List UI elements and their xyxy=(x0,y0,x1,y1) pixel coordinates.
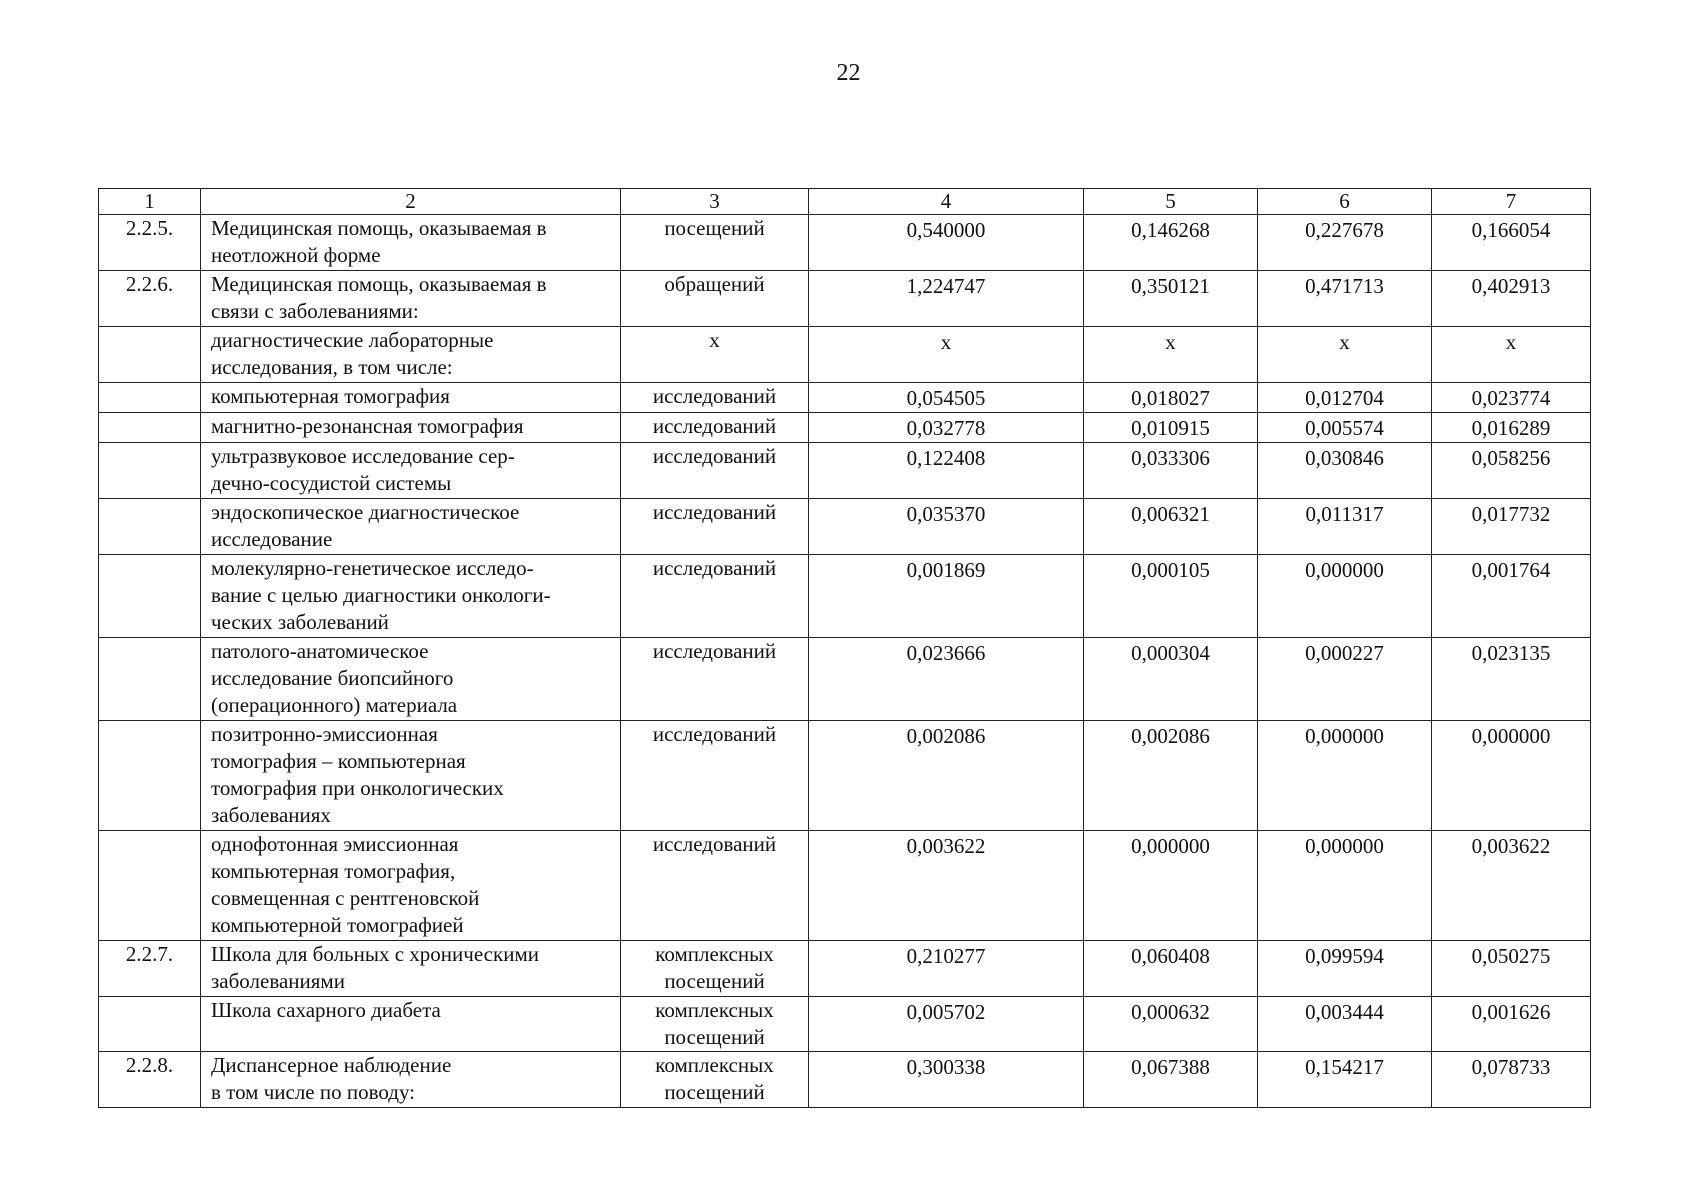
row-number: 2.2.6. xyxy=(99,271,201,327)
row-name xyxy=(201,1052,621,1108)
row-number xyxy=(99,638,201,721)
row-name-line: Школа для больных с хроническими xyxy=(211,942,539,966)
row-number xyxy=(99,413,201,443)
table-row xyxy=(99,215,1591,271)
value-col-7: 0,058256 xyxy=(1432,443,1591,499)
row-name-line: компьютерная томография, xyxy=(211,859,456,883)
header-cell-1: 1 xyxy=(99,189,201,215)
row-name-line: связи с заболеваниями: xyxy=(211,299,419,323)
value-col-5: 0,006321 xyxy=(1084,499,1258,555)
row-number xyxy=(99,499,201,555)
value-col-5: 0,000304 xyxy=(1084,638,1258,721)
table-header-row xyxy=(99,189,1591,215)
table-row xyxy=(99,1052,1591,1108)
value-col-5: 0,033306 xyxy=(1084,443,1258,499)
row-unit xyxy=(621,271,809,327)
value-col-6: 0,030846 xyxy=(1258,443,1432,499)
row-name xyxy=(201,383,621,413)
row-unit-line: х xyxy=(709,328,720,352)
table-row xyxy=(99,413,1591,443)
row-name xyxy=(201,271,621,327)
row-unit-line: исследований xyxy=(652,639,777,663)
row-unit xyxy=(621,555,809,638)
row-name-line: компьютерной томографией xyxy=(211,913,464,937)
row-unit-line: исследований xyxy=(652,722,777,746)
row-name-line: дечно-сосудистой системы xyxy=(211,471,452,495)
value-col-5: 0,018027 xyxy=(1084,383,1258,413)
value-col-7: 0,166054 xyxy=(1432,215,1591,271)
value-col-5: 0,010915 xyxy=(1084,413,1258,443)
row-unit xyxy=(621,443,809,499)
row-unit-line: исследований xyxy=(652,500,777,524)
value-col-5: 0,146268 xyxy=(1084,215,1258,271)
row-name-line: Медицинская помощь, оказываемая в xyxy=(211,216,547,240)
value-col-5: 0,067388 xyxy=(1084,1052,1258,1108)
row-unit-line: исследований xyxy=(652,556,777,580)
row-name-line: совмещенная с рентгеновской xyxy=(211,886,480,910)
value-col-7: 0,000000 xyxy=(1432,721,1591,831)
value-col-6: 0,000000 xyxy=(1258,721,1432,831)
table-row xyxy=(99,499,1591,555)
header-cell-5: 5 xyxy=(1084,189,1258,215)
value-col-6: 0,154217 xyxy=(1258,1052,1432,1108)
row-name xyxy=(201,413,621,443)
value-col-7: 0,402913 xyxy=(1432,271,1591,327)
value-col-6: 0,011317 xyxy=(1258,499,1432,555)
data-table xyxy=(98,188,1591,1108)
row-unit-line: обращений xyxy=(664,272,765,296)
row-unit-line: посещений xyxy=(664,216,765,240)
row-name-line: заболеваниях xyxy=(211,803,331,827)
value-col-4: 0,035370 xyxy=(809,499,1084,555)
table-row xyxy=(99,383,1591,413)
row-name-line: Медицинская помощь, оказываемая в xyxy=(211,272,547,296)
row-number xyxy=(99,997,201,1052)
value-col-7: 0,023135 xyxy=(1432,638,1591,721)
row-unit-line: исследований xyxy=(652,414,777,438)
row-name-line: томография – компьютерная xyxy=(211,749,466,773)
value-col-6: 0,003444 xyxy=(1258,997,1432,1052)
row-name-line: компьютерная томография xyxy=(211,384,450,408)
row-number xyxy=(99,443,201,499)
value-col-7: 0,001626 xyxy=(1432,997,1591,1052)
row-name-line: в том числе по поводу: xyxy=(211,1080,416,1104)
row-name-line: однофотонная эмиссионная xyxy=(211,832,459,856)
table-row xyxy=(99,721,1591,831)
value-col-4: 0,032778 xyxy=(809,413,1084,443)
row-name-line: исследование xyxy=(211,527,333,551)
row-unit xyxy=(621,721,809,831)
value-col-6: 0,471713 xyxy=(1258,271,1432,327)
row-name-line: вание с целью диагностики онкологи- xyxy=(211,583,551,607)
value-col-6: 0,227678 xyxy=(1258,215,1432,271)
value-col-7: 0,016289 xyxy=(1432,413,1591,443)
row-unit-line: исследований xyxy=(652,832,777,856)
table-row xyxy=(99,555,1591,638)
row-unit-line: исследований xyxy=(652,444,777,468)
value-col-6: 0,099594 xyxy=(1258,941,1432,997)
row-unit xyxy=(621,383,809,413)
row-number xyxy=(99,383,201,413)
row-number: 2.2.5. xyxy=(99,215,201,271)
value-col-4: 0,023666 xyxy=(809,638,1084,721)
value-col-5: 0,350121 xyxy=(1084,271,1258,327)
row-name xyxy=(201,997,621,1052)
value-col-5: 0,000105 xyxy=(1084,555,1258,638)
row-name xyxy=(201,499,621,555)
table-row xyxy=(99,327,1591,383)
row-unit-line: комплексных xyxy=(655,942,774,966)
value-col-7: 0,017732 xyxy=(1432,499,1591,555)
row-unit-line: посещений xyxy=(664,1080,765,1104)
row-unit xyxy=(621,215,809,271)
row-unit-line: исследований xyxy=(652,384,777,408)
value-col-6: 0,012704 xyxy=(1258,383,1432,413)
value-col-5: 0,000632 xyxy=(1084,997,1258,1052)
value-col-4: 0,300338 xyxy=(809,1052,1084,1108)
row-unit xyxy=(621,638,809,721)
value-col-7: 0,003622 xyxy=(1432,831,1591,941)
value-col-4: 0,001869 xyxy=(809,555,1084,638)
row-unit xyxy=(621,831,809,941)
row-name xyxy=(201,327,621,383)
row-unit-line: комплексных xyxy=(655,1053,774,1077)
row-number xyxy=(99,721,201,831)
row-name xyxy=(201,555,621,638)
row-unit-line: посещений xyxy=(664,1025,765,1049)
value-col-5: 0,002086 xyxy=(1084,721,1258,831)
value-col-7: 0,050275 xyxy=(1432,941,1591,997)
header-cell-7: 7 xyxy=(1432,189,1591,215)
row-name xyxy=(201,831,621,941)
row-name-line: ультразвуковое исследование сер- xyxy=(211,444,515,468)
value-col-4: 0,003622 xyxy=(809,831,1084,941)
row-name-line: томография при онкологических xyxy=(211,776,504,800)
row-name xyxy=(201,721,621,831)
value-col-5: 0,060408 xyxy=(1084,941,1258,997)
row-unit xyxy=(621,413,809,443)
value-col-6: х xyxy=(1258,327,1432,383)
value-col-6: 0,000000 xyxy=(1258,831,1432,941)
value-col-4: 0,005702 xyxy=(809,997,1084,1052)
row-name xyxy=(201,215,621,271)
row-name-line: магнитно-резонансная томография xyxy=(211,414,524,438)
row-unit xyxy=(621,997,809,1052)
row-unit xyxy=(621,499,809,555)
page-number: 22 xyxy=(836,60,861,86)
row-name xyxy=(201,638,621,721)
table-row xyxy=(99,443,1591,499)
value-col-7: 0,001764 xyxy=(1432,555,1591,638)
header-cell-3: 3 xyxy=(621,189,809,215)
value-col-4: 0,210277 xyxy=(809,941,1084,997)
row-name-line: исследование биопсийного xyxy=(211,666,454,690)
value-col-7: х xyxy=(1432,327,1591,383)
table-row xyxy=(99,997,1591,1052)
value-col-7: 0,023774 xyxy=(1432,383,1591,413)
table-row xyxy=(99,831,1591,941)
row-number xyxy=(99,831,201,941)
header-cell-4: 4 xyxy=(809,189,1084,215)
row-unit xyxy=(621,1052,809,1108)
table-row xyxy=(99,638,1591,721)
row-unit xyxy=(621,327,809,383)
value-col-5: 0,000000 xyxy=(1084,831,1258,941)
row-name-line: исследования, в том числе: xyxy=(211,355,453,379)
row-name-line: эндоскопическое диагностическое xyxy=(211,500,520,524)
row-name xyxy=(201,941,621,997)
table-row xyxy=(99,941,1591,997)
header-cell-6: 6 xyxy=(1258,189,1432,215)
value-col-7: 0,078733 xyxy=(1432,1052,1591,1108)
value-col-4: 0,002086 xyxy=(809,721,1084,831)
table-row xyxy=(99,271,1591,327)
row-number xyxy=(99,555,201,638)
value-col-4: 0,540000 xyxy=(809,215,1084,271)
header-cell-2: 2 xyxy=(201,189,621,215)
value-col-6: 0,005574 xyxy=(1258,413,1432,443)
row-unit-line: комплексных xyxy=(655,998,774,1022)
row-name xyxy=(201,443,621,499)
row-unit xyxy=(621,941,809,997)
value-col-6: 0,000000 xyxy=(1258,555,1432,638)
row-name-line: позитронно-эмиссионная xyxy=(211,722,438,746)
row-name-line: ческих заболеваний xyxy=(211,610,389,634)
row-name-line: Диспансерное наблюдение xyxy=(211,1053,452,1077)
row-name-line: Школа сахарного диабета xyxy=(211,998,441,1022)
value-col-4: 0,054505 xyxy=(809,383,1084,413)
row-name-line: неотложной форме xyxy=(211,243,381,267)
row-unit-line: посещений xyxy=(664,969,765,993)
value-col-4: х xyxy=(809,327,1084,383)
row-name-line: заболеваниями xyxy=(211,969,345,993)
value-col-4: 0,122408 xyxy=(809,443,1084,499)
value-col-5: х xyxy=(1084,327,1258,383)
row-number: 2.2.7. xyxy=(99,941,201,997)
value-col-6: 0,000227 xyxy=(1258,638,1432,721)
row-name-line: (операционного) материала xyxy=(211,693,458,717)
row-name-line: патолого-анатомическое xyxy=(211,639,429,663)
value-col-4: 1,224747 xyxy=(809,271,1084,327)
row-number: 2.2.8. xyxy=(99,1052,201,1108)
row-number xyxy=(99,327,201,383)
row-name-line: молекулярно-генетическое исследо- xyxy=(211,556,534,580)
row-name-line: диагностические лабораторные xyxy=(211,328,494,352)
